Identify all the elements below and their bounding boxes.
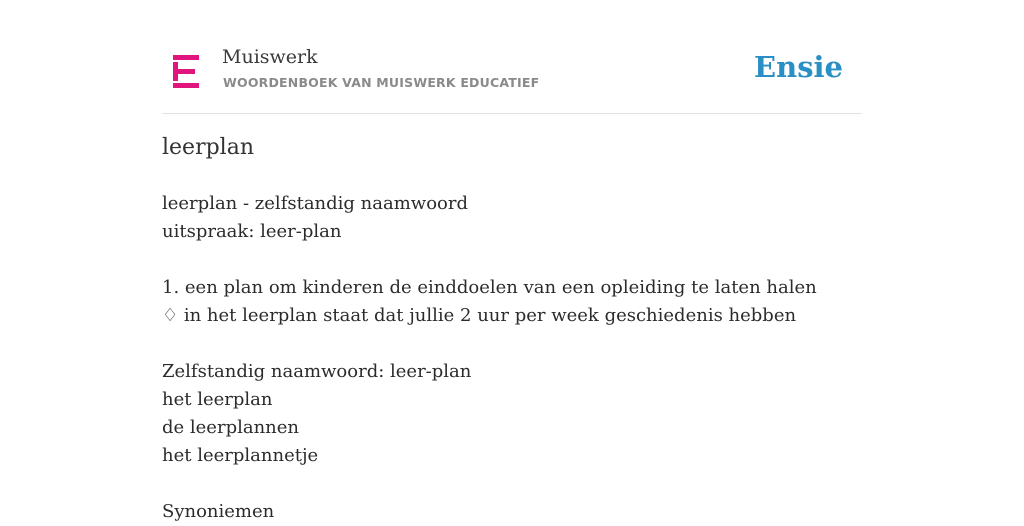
- muiswerk-logo-icon[interactable]: [173, 55, 199, 88]
- brand-subtitle: WOORDENBOEK VAN MUISWERK EDUCATIEF: [223, 75, 540, 90]
- definition-line-wordclass: leerplan - zelfstandig naamwoord: [162, 193, 468, 214]
- site-header: [162, 0, 862, 114]
- entry-definition: [162, 190, 862, 526]
- definition-line-inflection-heading: Zelfstandig naamwoord: leer-plan: [162, 361, 472, 382]
- definition-line-pronunciation: uitspraak: leer-plan: [162, 221, 342, 242]
- definition-line-blank: [162, 470, 862, 498]
- ensie-logo-link[interactable]: Ensie: [754, 50, 843, 84]
- definition-line-example: ♢ in het leerplan staat dat jullie 2 uur per week geschiedenis hebben: [162, 305, 797, 326]
- definition-line-diminutive: het leerplannetje: [162, 445, 319, 466]
- definition-line-blank: [162, 330, 862, 358]
- synonyms-heading: Synoniemen: [162, 501, 275, 522]
- entry-title: leerplan: [162, 135, 254, 160]
- definition-line-meaning: 1. een plan om kinderen de einddoelen van een opleiding te laten halen: [162, 277, 817, 298]
- definition-line-plural: de leerplannen: [162, 417, 300, 438]
- definition-line-singular: het leerplan: [162, 389, 273, 410]
- page: [162, 0, 862, 522]
- definition-line-blank: [162, 246, 862, 274]
- brand-title[interactable]: Muiswerk: [222, 46, 318, 68]
